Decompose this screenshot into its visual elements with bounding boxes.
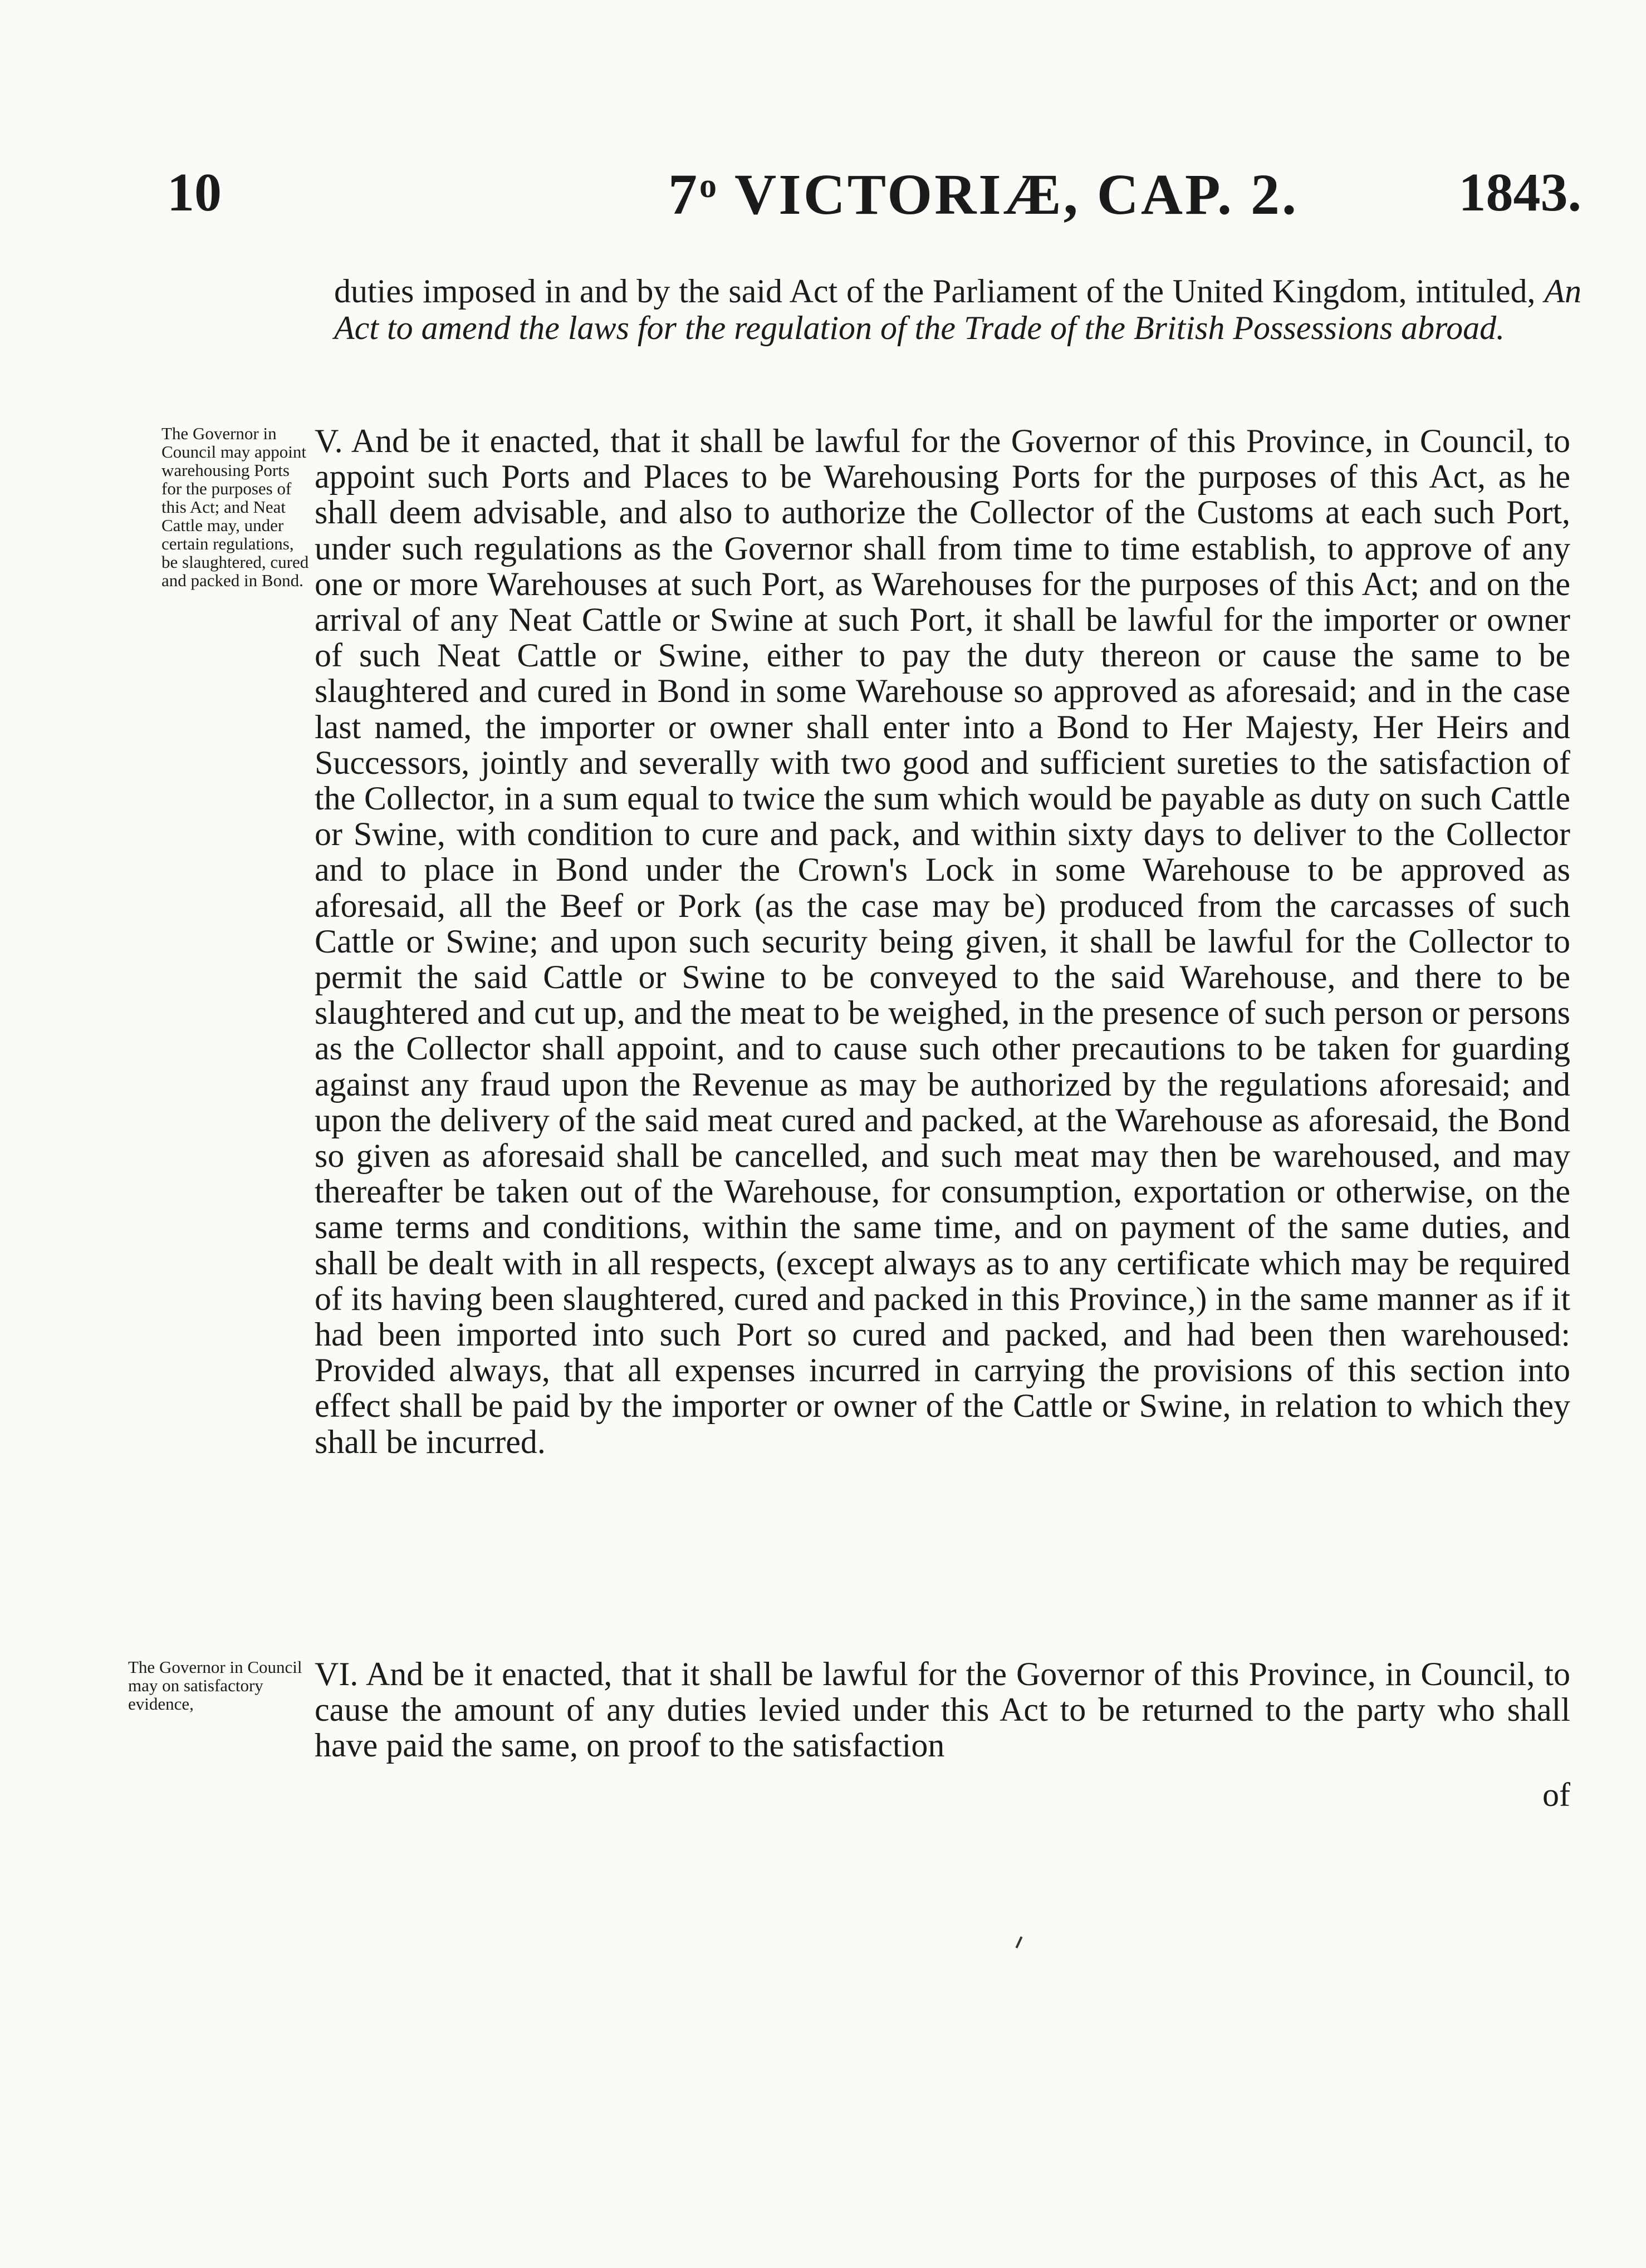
- running-header: [167, 161, 1581, 239]
- marginal-note-section-v: The Governor in Council may appoint warehousing Ports for the purposes of this Act; and Neat Cattle may, under certain regulations, be slaughtered, cured and packed in Bond.: [161, 424, 309, 590]
- opening-paragraph: [334, 273, 1581, 346]
- chapter-title: VICTORIÆ, CAP. 2.: [734, 163, 1299, 227]
- catchword: of: [1542, 1776, 1570, 1813]
- marginal-note-section-vi: The Governor in Council may on satisfactory evidence,: [128, 1657, 302, 1714]
- section-vi-text: VI. And be it enacted, that it shall be lawful for the Governor of this Province, in Council, to cause the amount of any duties levied under this Act to be returned to the party who shall have paid the same, on proof to the satisfaction: [315, 1656, 1570, 1764]
- regnal-ordinal: o: [699, 167, 719, 205]
- section-v-text: V. And be it enacted, that it shall be lawful for the Governor of this Province, in Council, to appoint such Ports and Places to be Warehousing Ports for the purposes of this Act, as he shall deem advisable, and also to authorize the Collector of the Customs at each such Port, under such regulations as the Governor shall from time to time establish, to approve of any one or more Warehouses at such Port, as Warehouses for the purposes of this Act; and on the arrival of any Neat Cattle or Swine at such Port, it shall be lawful for the importer or owner of such Neat Cattle or Swine, either to pay the duty thereon or cause the same to be slaughtered and cured in Bond in some Warehouse so approved as aforesaid; and in the case last named, the importer or owner shall enter into a Bond to Her Majesty, Her Heirs and Successors, jointly and severally with two good and sufficient sureties to the satisfaction of the Collector, in a sum equal to twice the sum which would be payable as duty on such Cattle or Swine, with condition to cure and pack, and within sixty days to deliver to the Collector and to place in Bond under the Crown's Lock in some Warehouse to be approved as aforesaid, all the Beef or Pork (as the case may be) produced from the carcasses of such Cattle or Swine; and upon such security being given, it shall be lawful for the Collector to permit the said Cattle or Swine to be conveyed to the said Warehouse, and there to be slaughtered and cut up, and the meat to be weighed, in the presence of such person or persons as the Collector shall appoint, and to cause such other precautions to be taken for guarding against any fraud upon the Revenue as may be authorized by the regulations aforesaid; and upon the delivery of the said meat cured and packed, at the Warehouse as aforesaid, the Bond so given as aforesaid shall be cancelled, and such meat may then be warehoused, and may thereafter be taken out of the Warehouse, for consumption, exportation or otherwise, on the same terms and conditions, within the same time, and on payment of the same duties, and shall be dealt with in all respects, (except always as to any certificate which may be required of its having been slaughtered, cured and packed in this Province,) in the same manner as if it had been imported into such Port so cured and packed, and had been then warehoused: Provided always, that all expenses incurred in carrying the provisions of this section into effect shall be paid by the importer or owner of the Cattle or Swine, in relation to which they shall be incurred.: [315, 423, 1570, 1460]
- regnal-number: 7: [668, 163, 699, 227]
- act-title: An Act to amend the laws for the regulation of the Trade of the British Possessions abroad.: [334, 273, 1581, 346]
- ink-blemish: [1016, 1936, 1023, 1948]
- running-title: [668, 161, 1299, 228]
- year: 1843.: [1458, 163, 1581, 223]
- page-number: 10: [167, 163, 222, 223]
- opening-text: duties imposed in and by the said Act of the Parliament of the United Kingdom, intituled,: [334, 273, 1545, 310]
